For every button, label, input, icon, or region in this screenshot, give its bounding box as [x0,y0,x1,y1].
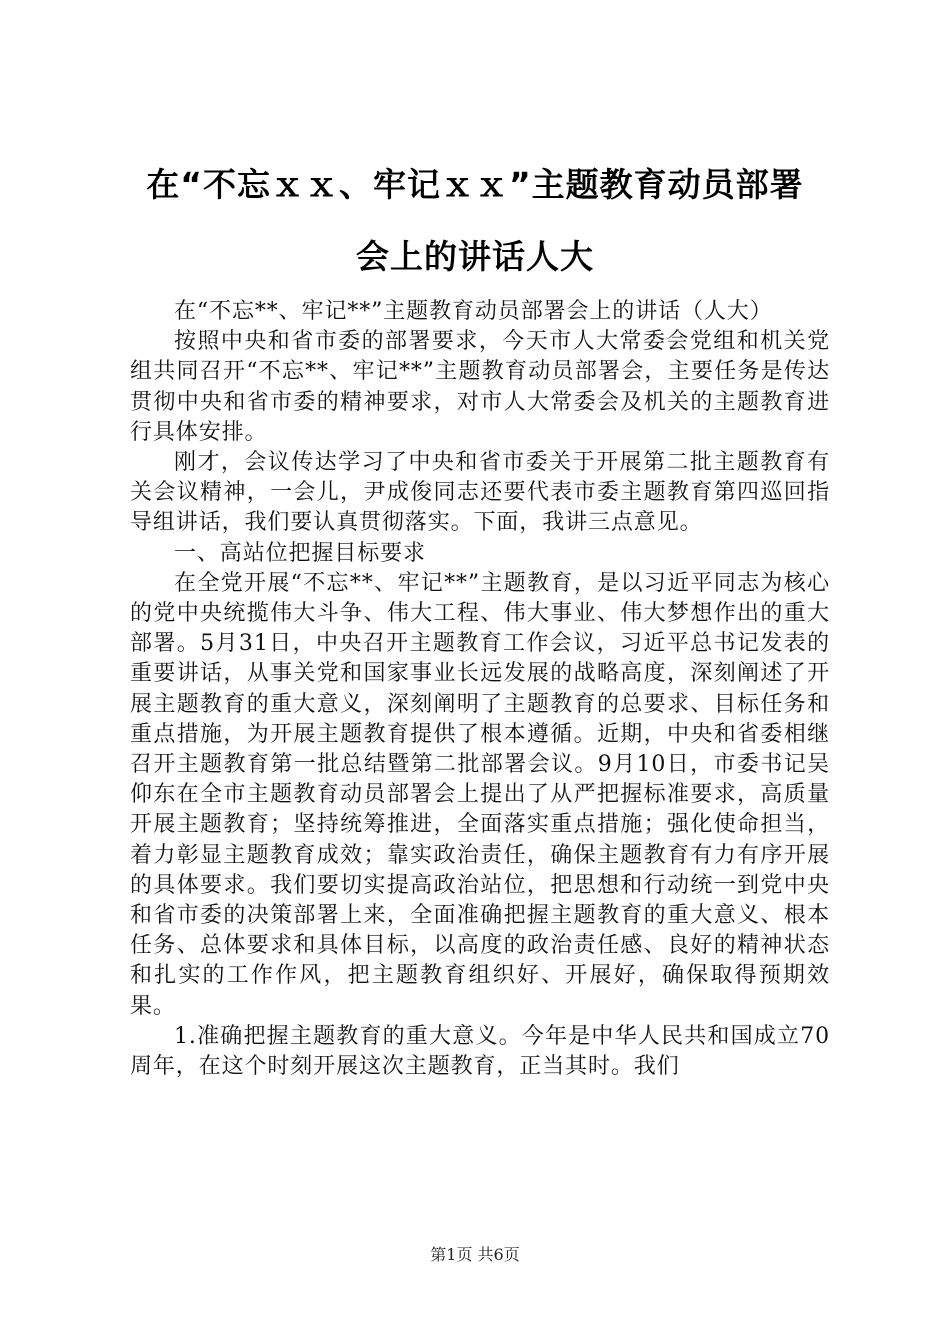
document-title-line-1: 在“不忘ｘｘ、牢记ｘｘ”主题教育动员部署 [146,165,804,204]
document-title-line-2: 会上的讲话人大 [356,237,594,276]
document-body [130,297,830,1082]
paragraph-intro: 按照中央和省市委的部署要求，今天市人大常委会党组和机关党组共同召开“不忘**、牢记**”主题教育动员部署会，主要任务是传达贯彻中央和省市委的精神要求，对市人大常委会及机关的主题教育进行具体安排。 [130,329,830,445]
paragraph-point-1: 1.准确把握主题教育的重大意义。今年是中华人民共和国成立70周年，在这个时刻开展这次主题教育，正当其时。我们 [130,1023,830,1080]
paragraph-overview: 刚才，会议传达学习了中央和省市委关于开展第二批主题教育有关会议精神，一会儿，尹成俊同志还要代表市委主题教育第四巡回指导组讲话，我们要认真贯彻落实。下面，我讲三点意见。 [130,450,830,536]
paragraph-subtitle: 在“不忘**、牢记**”主题教育动员部署会上的讲话（人大） [174,299,773,324]
paragraph-section-1: 在全党开展“不忘**、牢记**”主题教育，是以习近平同志为核心的党中央统揽伟大斗争、伟大工程、伟大事业、伟大梦想作出的重大部署。5月31日，中央召开主题教育工作会议，习近平总书记发表的重要讲话，从事关党和国家事业长远发展的战略高度，深刻阐述了开展主题教育的重大意义，深刻阐明了主题教育的总要求、目标任务和重点措施，为开展主题教育提供了根本遵循。近期，中央和省委相继召开主题教育第一批总结暨第二批部署会议。9月10日，市委书记吴仰东在全市主题教育动员部署会上提出了从严把握标准要求，高质量开展主题教育；坚持统筹推进，全面落实重点措施；强化使命担当，着力彰显主题教育成效；靠实政治责任，确保主题教育有力有序开展的具体要求。我们要切实提高政治站位，把思想和行动统一到党中央和省市委的决策部署上来，全面准确把握主题教育的重大意义、根本任务、总体要求和具体目标，以高度的政治责任感、良好的精神状态和扎实的工作作风，把主题教育组织好、开展好，确保取得预期效果。 [130,570,830,1019]
section-heading-1: 一、高站位把握目标要求 [174,540,426,566]
page-number-footer: 第1页 共6页 [430,1245,520,1264]
